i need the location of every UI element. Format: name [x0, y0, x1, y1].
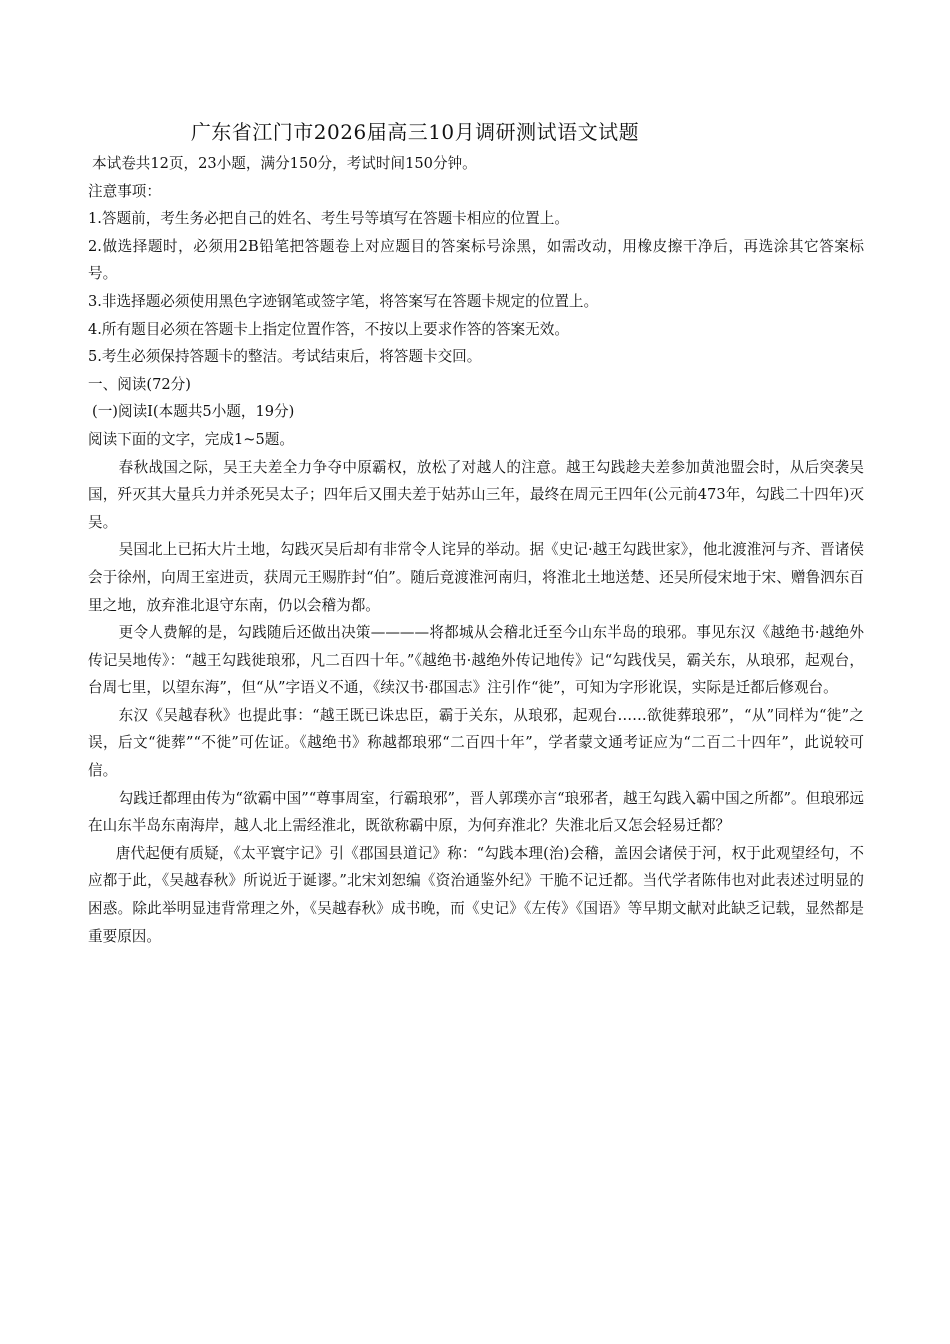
notice-item-2: 2.做选择题时，必须用2B铅笔把答题卷上对应题目的答案标号涂黑，如需改动，用橡皮擦干净后，再选涂其它答案标号。 — [88, 237, 864, 283]
passage-paragraph-2: 吴国北上已拓大片土地，勾践灭吴后却有非常令人诧异的举动。据《史记·越王勾践世家》，他北渡淮河与齐、晋诸侯会于徐州，向周王室进贡，获周元王赐胙封“伯”。随后竟渡淮河南归，将淮北土地送楚、还吴所侵宋地于宋、赠鲁泗东百里之地，放弃淮北退守东南，仍以会稽为都。 — [88, 541, 864, 614]
notice-heading: 注意事项： — [88, 182, 161, 200]
notice-item-4: 4.所有题目必须在答题卡上指定位置作答，不按以上要求作答的答案无效。 — [88, 320, 569, 338]
passage-paragraph-6: 唐代起便有质疑，《太平寰宇记》引《郡国县道记》称：“勾践本理(治)会稽，盖因会诸侯于河，权于此观望经句，不应都于此，《吴越春秋》所说近于诞谬。”北宋刘恕编《资治通鉴外纪》干脆不记迁都。当代学者陈伟也对此表述过明显的困惑。除此举明显违背常理之外，《吴越春秋》成书晚，而《史记》《左传》《国语》等早期文献对此缺乏记载，显然都是重要原因。 — [88, 844, 864, 945]
document-body — [88, 150, 864, 950]
passage-paragraph-4: 东汉《吴越春秋》也提此事：“越王既已诛忠臣，霸于关东，从琅邪，起观台……欲徙葬琅邪”，“从”同样为“徙”之误，后文“徙葬”“不徙”可佐证。《越绝书》称越都琅邪“二百四十年”，学者蒙文通考证应为“二百二十四年”，此说较可信。 — [88, 706, 864, 780]
subsection-heading: (一)阅读Ⅰ(本题共5小题，19分) — [92, 403, 295, 421]
notice-item-5: 5.考生必须保持答题卡的整洁。考试结束后，将答题卡交回。 — [88, 348, 482, 366]
passage-paragraph-5: 勾践迁都理由传为“欲霸中国”“尊事周室，行霸琅邪”，晋人郭璞亦言“琅邪者，越王勾践入霸中国之所都”。但琅邪远在山东半岛东南海岸，越人北上需经淮北，既欲称霸中原，为何弃淮北？失淮北后又怎会轻易迁都？ — [88, 789, 864, 835]
page-title: 广东省江门市2026届高三10月调研测试语文试题 — [190, 120, 640, 144]
exam-intro: 本试卷共12页，23小题，满分150分，考试时间150分钟。 — [92, 155, 477, 172]
notice-item-3: 3.非选择题必须使用黑色字迹钢笔或签字笔，将答案写在答题卡规定的位置上。 — [88, 292, 599, 310]
section-heading: 一、阅读(72分) — [88, 375, 191, 393]
reading-instruction: 阅读下面的文字，完成1~5题。 — [88, 430, 294, 448]
passage-paragraph-3: 更令人费解的是，勾践随后还做出决策————将都城从会稽北迁至今山东半岛的琅邪。事见东汉《越绝书·越绝外传记吴地传》：“越王勾践徙琅邪，凡二百四十年。”《越绝书·越绝外传记地传》记“勾践伐吴，霸关东，从琅邪，起观台，台周七里，以望东海”，但“从”字语义不通，《续汉书·郡国志》注引作“徙”，可知为字形讹误，实际是迁都后修观台。 — [88, 624, 864, 697]
passage-paragraph-1: 春秋战国之际，吴王夫差全力争夺中原霸权，放松了对越人的注意。越王勾践趁夫差参加黄池盟会时，从后突袭吴国，歼灭其大量兵力并杀死吴太子；四年后又围夫差于姑苏山三年，最终在周元王四年(公元前473年，勾践二十四年)灭吴。 — [88, 458, 864, 531]
notice-item-1: 1.答题前，考生务必把自己的姓名、考生号等填写在答题卡相应的位置上。 — [88, 210, 569, 228]
